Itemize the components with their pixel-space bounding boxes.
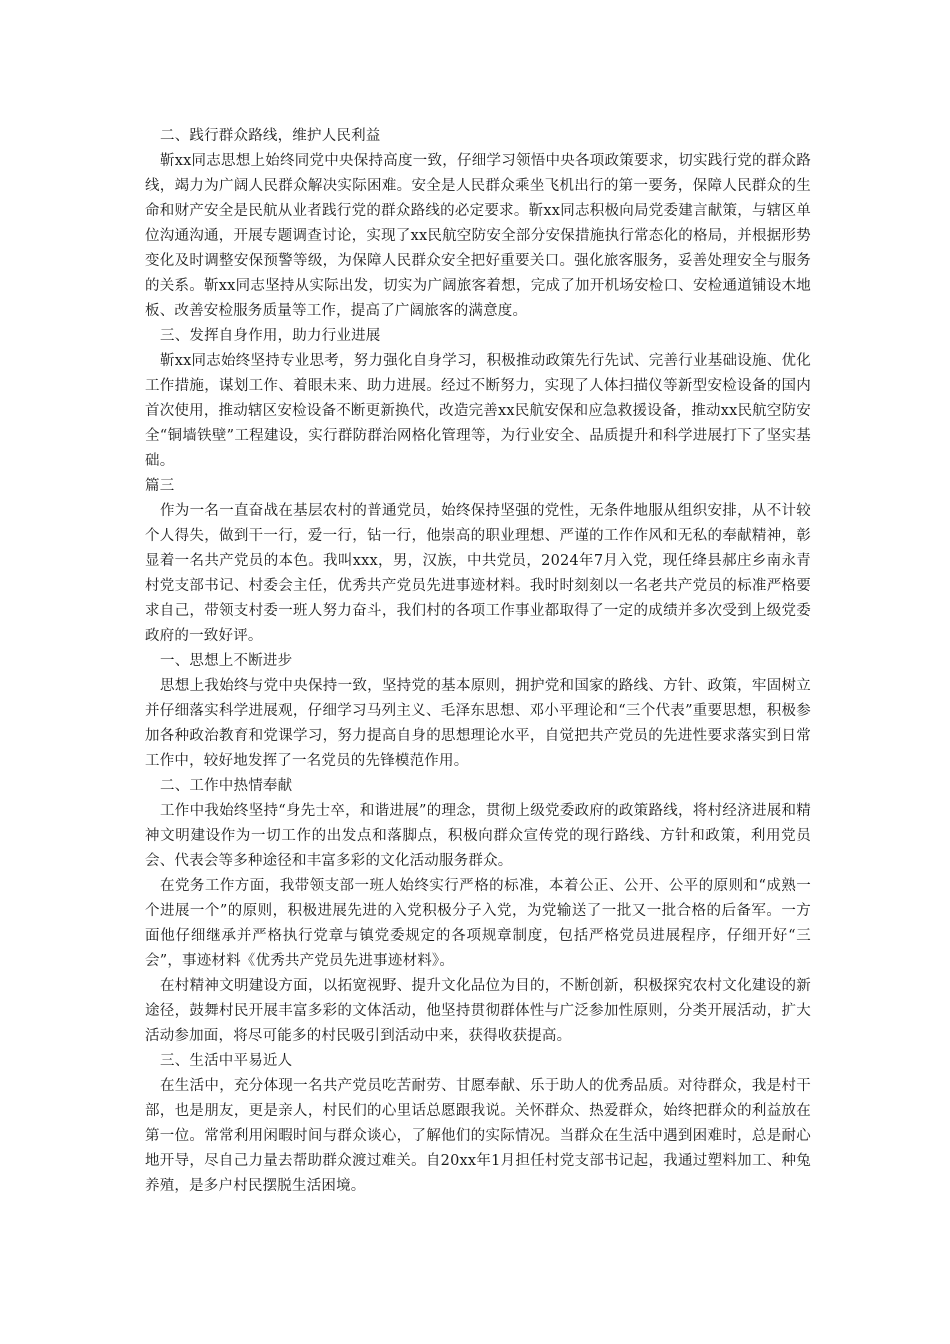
body-paragraph: 在党务工作方面，我带领支部一班人始终实行严格的标准，本着公正、公开、公平的原则和“成熟一个进展一个”的原则，积极进展先进的入党积极分子入党，为党输送了一批又一批合格的后备军。一方面他仔细继承并严格执行党章与镇党委规定的各项规章制度，包括严格党员进展程序，仔细开好“三会”，事迹材料《优秀共产党员先进事迹材料》。 [145,878,811,969]
body-paragraph: 靳xx同志始终坚持专业思考，努力强化自身学习，积极推动政策先行先试、完善行业基础设施、优化工作措施，谋划工作、着眼未来、助力进展。经过不断努力，实现了人体扫描仪等新型安检设备的国内首次使用，推动辖区安检设备不断更新换代，改造完善xx民航安保和应急救援设备，推动xx民航空防安全“铜墙铁壁”工程建设，实行群防群治网格化管理等，为行业安全、品质提升和科学进展打下了坚实基础。 [145,353,811,469]
body-paragraph: 工作中我始终坚持“身先士卒，和谐进展”的理念，贯彻上级党委政府的政策路线，将村经济进展和精神文明建设作为一切工作的出发点和落脚点，积极向群众宣传党的现行路线、方针和政策，利用党员会、代表会等多种途径和丰富多彩的文化活动服务群众。 [145,803,811,869]
body-paragraph: 在村精神文明建设方面，以拓宽视野、提升文化品位为目的，不断创新，积极探究农村文化建设的新途径，鼓舞村民开展丰富多彩的文体活动，他坚持贯彻群体性与广泛参加性原则，分类开展活动，扩大活动参加面，将尽可能多的村民吸引到活动中来，获得收获提高。 [145,978,811,1044]
body-paragraph: 靳xx同志思想上始终同党中央保持高度一致，仔细学习领悟中央各项政策要求，切实践行党的群众路线，竭力为广阔人民群众解决实际困难。安全是人民群众乘坐飞机出行的第一要务，保障人民群众的生命和财产安全是民航从业者践行党的群众路线的必定要求。靳xx同志积极向局党委建言献策，与辖区单位沟通沟通，开展专题调查讨论，实现了xx民航空防安全部分安保措施执行常态化的格局，并根据形势变化及时调整安保预警等级，为保障人民群众安全把好重要关口。强化旅客服务，妥善处理安全与服务的关系。靳xx同志坚持从实际出发，切实为广阔旅客着想，完成了加开机场安检口、安检通道铺设木地板、改善安检服务质量等工作，提高了广阔旅客的满意度。 [145,153,811,319]
section-heading: 二、工作中热情奉献 [160,778,293,794]
part-title: 篇三 [145,478,175,494]
body-paragraph: 在生活中，充分体现一名共产党员吃苦耐劳、甘愿奉献、乐于助人的优秀品质。对待群众，我是村干部，也是朋友，更是亲人，村民们的心里话总愿跟我说。关怀群众、热爱群众，始终把群众的利益放在第一位。常常利用闲暇时间与群众谈心，了解他们的实际情况。当群众在生活中遇到困难时，总是耐心地开导，尽自己力量去帮助群众渡过难关。自20xx年1月担任村党支部书记起，我通过塑料加工、种兔养殖，是多户村民摆脱生活困境。 [145,1078,811,1194]
section-heading: 三、发挥自身作用，助力行业进展 [160,328,381,344]
body-paragraph: 作为一名一直奋战在基层农村的普通党员，始终保持坚强的党性，无条件地服从组织安排，从不计较个人得失，做到干一行，爱一行，钻一行，他崇高的职业理想、严谨的工作作风和无私的奉献精神，彰显着一名共产党员的本色。我叫xxx，男，汉族，中共党员，2024年7月入党，现任绛县郝庄乡南永青村党支部书记、村委会主任，优秀共产党员先进事迹材料。我时时刻刻以一名老共产党员的标准严格要求自己，带领支村委一班人努力奋斗，我们村的各项工作事业都取得了一定的成绩并多次受到上级党委政府的一致好评。 [145,503,811,644]
section-heading: 一、思想上不断进步 [160,653,293,669]
body-paragraph: 思想上我始终与党中央保持一致，坚持党的基本原则，拥护党和国家的路线、方针、政策，牢固树立并仔细落实科学进展观，仔细学习马列主义、毛泽东思想、邓小平理论和“三个代表”重要思想，积极参加各种政治教育和党课学习，努力提高自身的思想理论水平，自觉把共产党员的先进性要求落实到日常工作中，较好地发挥了一名党员的先锋模范作用。 [145,678,811,769]
document-body [145,124,811,1199]
section-heading: 二、践行群众路线，维护人民利益 [160,128,381,144]
section-heading: 三、生活中平易近人 [160,1053,293,1069]
